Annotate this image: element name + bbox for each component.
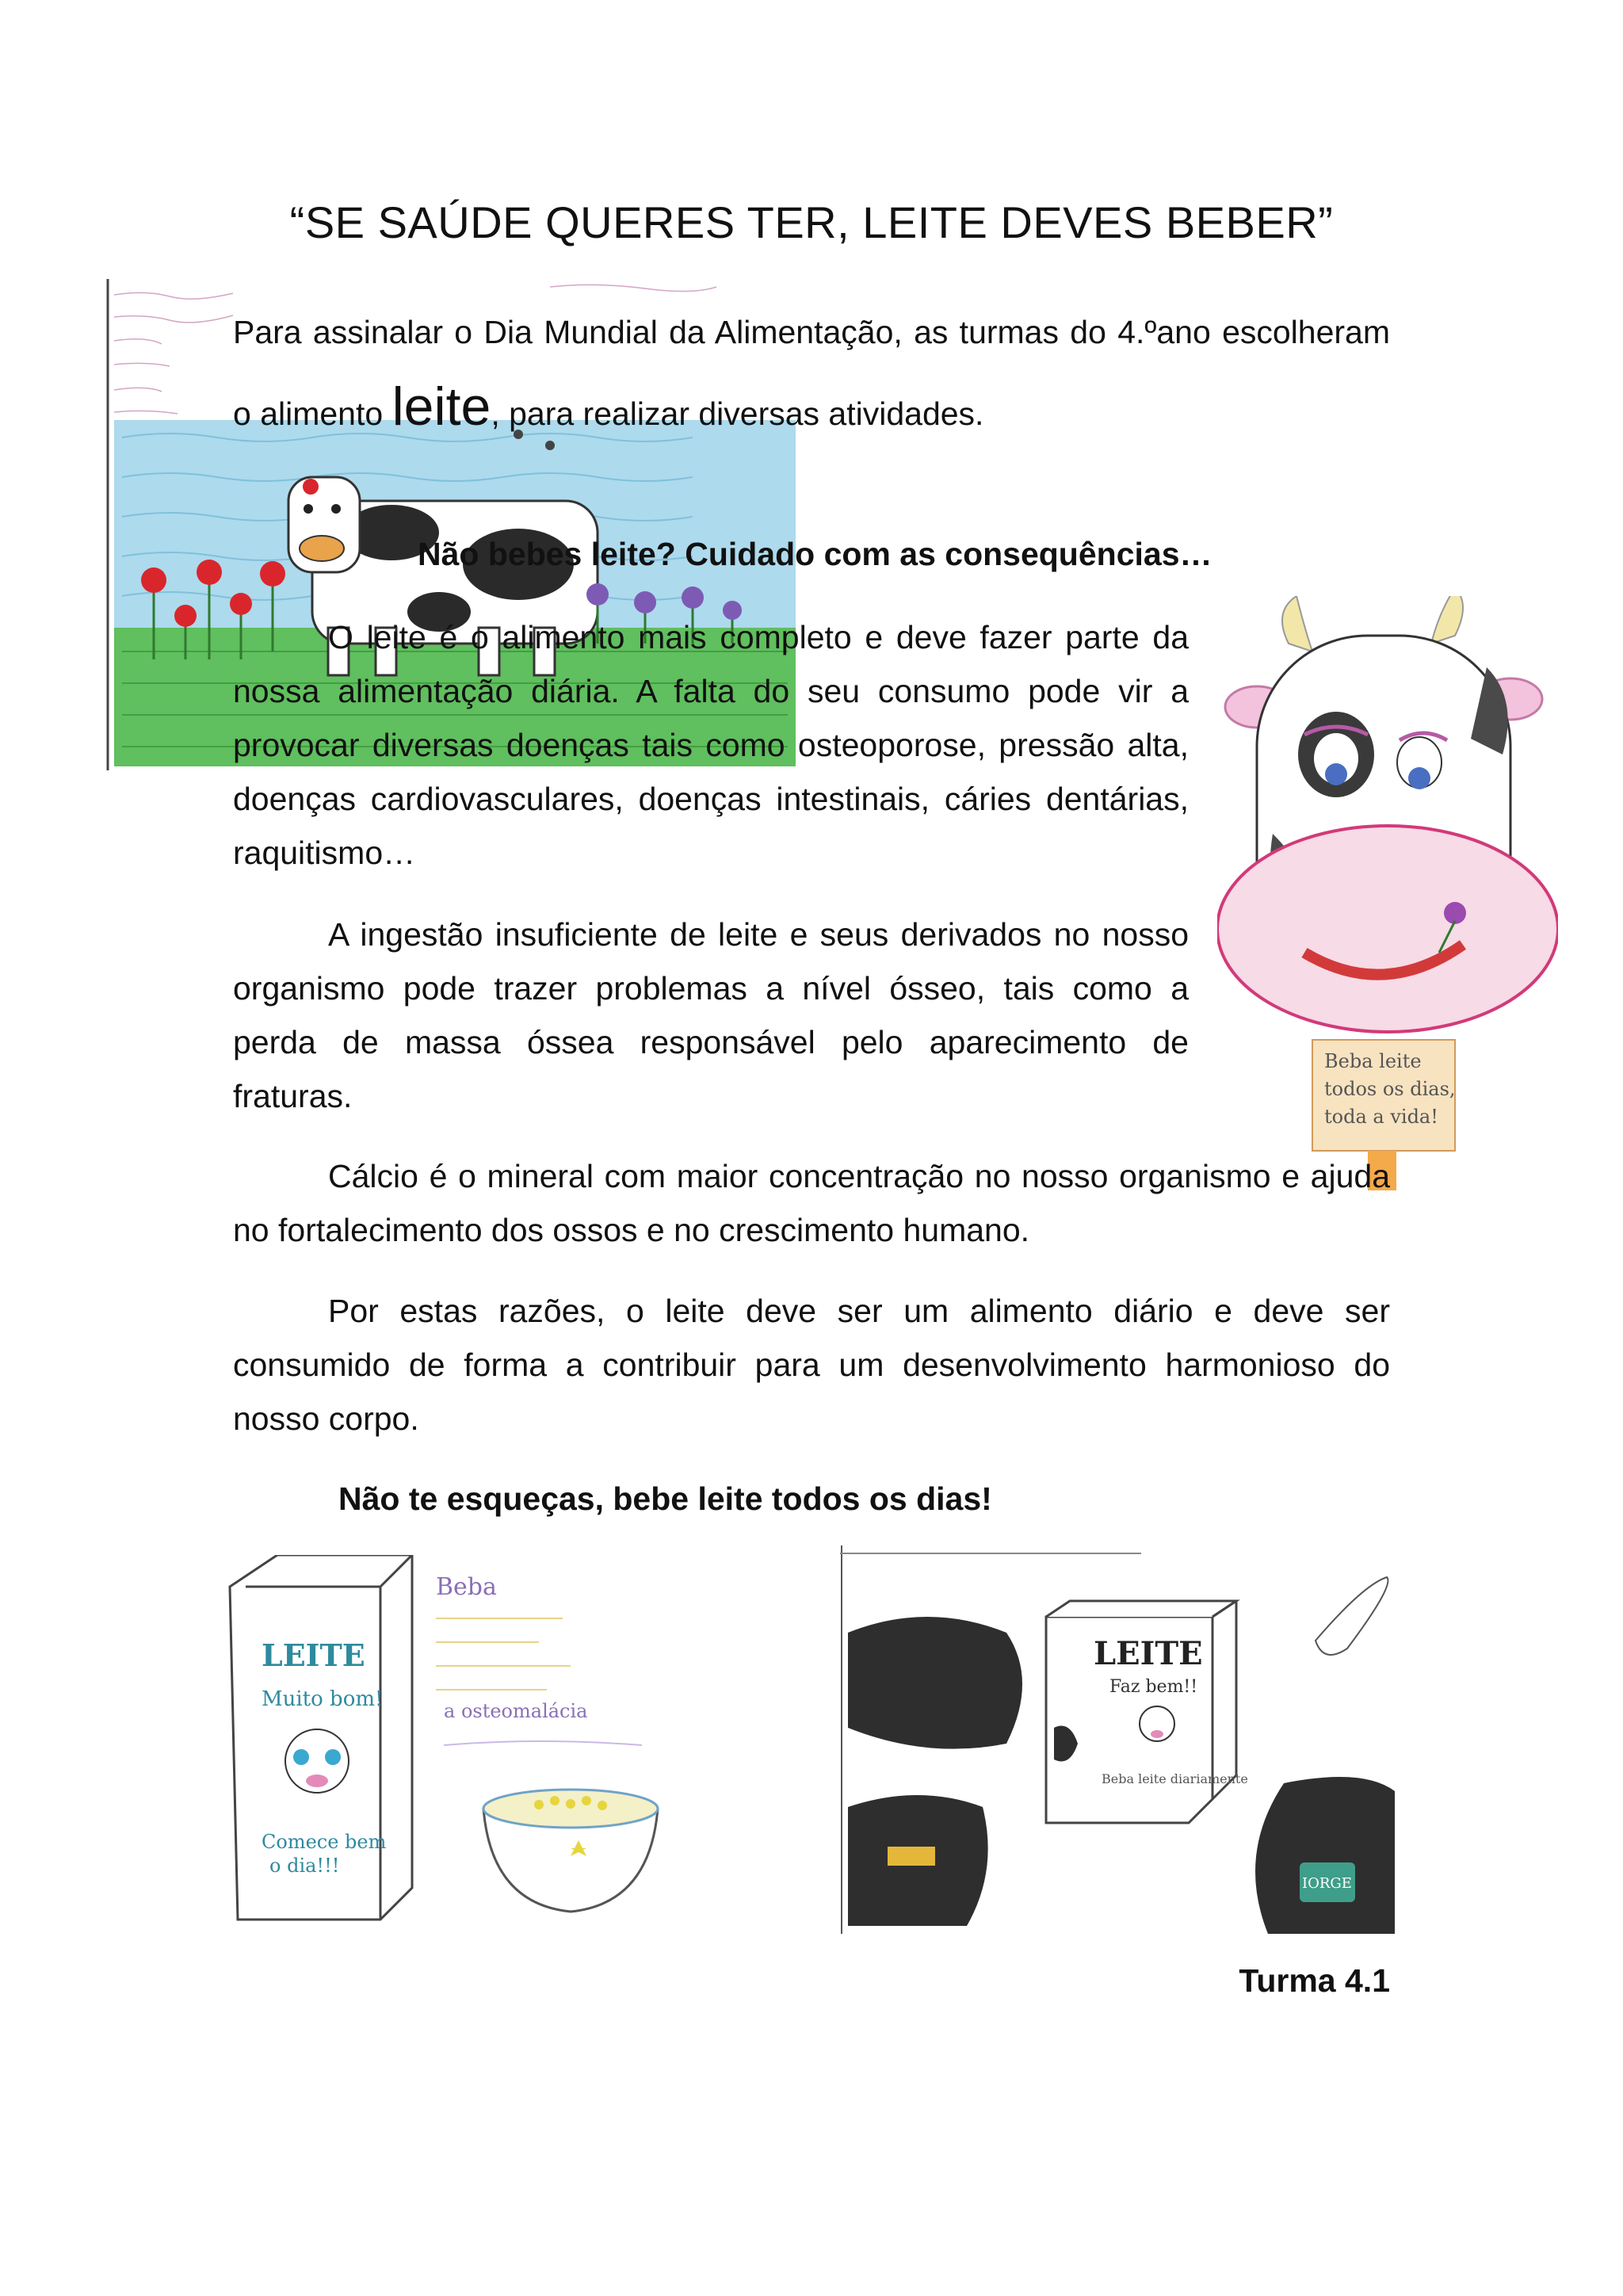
milk-box-drawing bbox=[840, 1545, 1395, 1934]
section-heading: Não bebes leite? Cuidado com as consequências… bbox=[418, 536, 1212, 572]
jar-label-text: IORGE bbox=[1302, 1875, 1352, 1892]
carton-slogan-text: Muito bom! bbox=[262, 1687, 384, 1711]
closing-line: Não te esqueças, bebe leite todos os dias! bbox=[338, 1480, 992, 1517]
signature: Turma 4.1 bbox=[1239, 1962, 1390, 1999]
paragraph-1: O leite é o alimento mais completo e deve fazer parte da nossa alimentação diária. A falta do seu consumo pode vir a provocar diversas doenças tais como osteoporose, pressão alta, doenças cardiovasculares, doenças intestinais, cáries dentárias, raquitismo… bbox=[233, 619, 1189, 871]
carton-brand-text: LEITE bbox=[262, 1637, 365, 1673]
cow-sign-line-3: toda a vida! bbox=[1324, 1106, 1438, 1128]
intro-text-part2: , para realizar diversas atividades. bbox=[491, 395, 984, 432]
box-brand-text: LEITE bbox=[1094, 1635, 1203, 1672]
carton-list-item: a osteomalácia bbox=[444, 1700, 588, 1722]
carton-list-head: Beba bbox=[436, 1573, 497, 1601]
cow-sign-line-2: todos os dias, bbox=[1324, 1078, 1456, 1100]
cow-sign-line-1: Beba leite bbox=[1324, 1050, 1422, 1072]
intro-paragraph bbox=[233, 295, 1390, 451]
box-bottom-text: Beba leite diariamente bbox=[1102, 1771, 1248, 1786]
carton-bottom-line-2: o dia!!! bbox=[269, 1855, 340, 1877]
paragraph-2: A ingestão insuficiente de leite e seus derivados no nosso organismo pode trazer problemas a nível ósseo, tais como a perda de massa óssea responsável pelo aparecimento de fraturas. bbox=[233, 916, 1189, 1114]
intro-text-part1: Para assinalar o Dia Mundial da Alimentação, as turmas do 4.ºano escolheram o alimento bbox=[233, 314, 1390, 432]
box-slogan-text: Faz bem!! bbox=[1109, 1677, 1198, 1697]
paragraph-4: Por estas razões, o leite deve ser um alimento diário e deve ser consumido de forma a contribuir para um desenvolvimento harmonioso do nosso corpo. bbox=[233, 1293, 1390, 1437]
intro-highlight-word: leite bbox=[391, 376, 491, 437]
paragraph-3: Cálcio é o mineral com maior concentração no nosso organismo e ajuda no fortalecimento dos ossos e no crescimento humano. bbox=[233, 1158, 1390, 1248]
milk-carton-drawing bbox=[198, 1555, 713, 1935]
carton-bottom-line-1: Comece bem bbox=[262, 1831, 387, 1853]
page-title: “SE SAÚDE QUERES TER, LEITE DEVES BEBER” bbox=[289, 197, 1334, 247]
cow-face-drawing bbox=[1217, 596, 1558, 1198]
